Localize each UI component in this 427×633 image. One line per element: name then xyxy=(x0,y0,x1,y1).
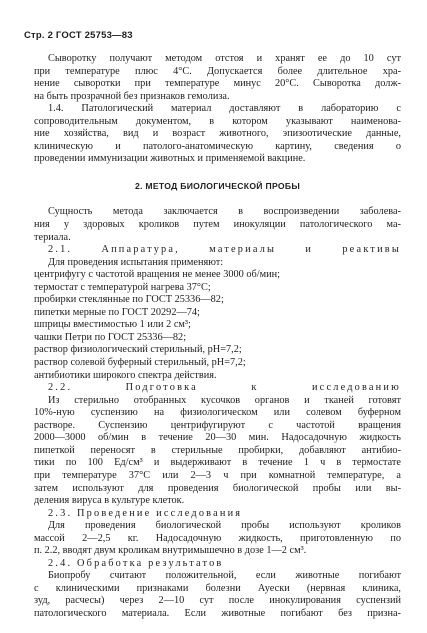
text-line: Биопробу считают положительной, если животные погибают xyxy=(48,570,401,582)
text-line: Для проведения испытания применяют: xyxy=(48,256,224,268)
text-line: зуд, расчесы) через 2—10 сут после инокулирования суспензий xyxy=(34,595,401,607)
text-line: затем используют для проведения биологической пробы или вы- xyxy=(34,482,401,494)
section-title: 2. МЕТОД БИОЛОГИЧЕСКОЙ ПРОБЫ xyxy=(134,180,301,191)
text-line: на быть прозрачной без признаков гемолиза. xyxy=(34,90,230,102)
text-line: при температуре плюс 4°С. Допускается более длительное хра- xyxy=(34,65,401,77)
equipment-list xyxy=(34,269,401,382)
subsection-2-2-title xyxy=(34,382,401,395)
text-line: ние хозяйства, вид и возраст животного, эпизоотические данные, xyxy=(34,128,401,140)
text-line: Из стерильно отобранных кусочков органов и тканей готовят xyxy=(48,394,401,406)
text-line: с клиническими признаками болезни Ауески (нервная клиника, xyxy=(34,582,401,594)
text-line: 10%-ную суспензию на физиологическом или солевом буферном xyxy=(34,407,401,419)
text-line: Сыворотку получают методом отстоя и хранят ее до 10 сут xyxy=(48,53,401,64)
text-line: Для проведения биологической пробы используют кроликов xyxy=(48,520,401,532)
text-line: нение сыворотки при температуре минус 20°С. Сыворотка долж- xyxy=(34,78,401,90)
paragraph-1-4 xyxy=(34,103,401,166)
page-header: Стр. 2 ГОСТ 25753—83 xyxy=(24,30,133,41)
text-line: Сущность метода заключается в воспроизведении заболева- xyxy=(48,206,401,218)
text-line: п. 2.2, вводят двум кроликам внутримышечно в дозе 1—2 см³. xyxy=(34,545,307,557)
subsection-2-1-lead xyxy=(34,257,401,270)
list-item: пипетки мерные по ГОСТ 20292—74; xyxy=(34,306,200,318)
list-item: чашки Петри по ГОСТ 25336—82; xyxy=(34,331,187,343)
subsection-heading: 2.4. Обработка результатов xyxy=(48,557,224,569)
list-item: шприцы вместимостью 1 или 2 см³; xyxy=(34,319,191,331)
subsection-2-4-title xyxy=(34,558,401,571)
text-line: 2000—3000 об/мин в течение 20—30 мин. Надосадочную жидкость xyxy=(34,432,401,444)
subsection-heading: 2.1. Аппаратура, материалы и реактивы xyxy=(48,244,401,256)
text-line: массой 2—2,5 кг. Надосадочную жидкость, приготовленную по xyxy=(34,532,401,544)
text-line: сопроводительным документом, в котором указывают наименова- xyxy=(34,115,401,127)
text-line: при температуре 37°С или 2—3 ч при комнатной температуре, а xyxy=(34,469,401,481)
list-item: раствор физиологический стерильный, pH=7,2; xyxy=(34,344,242,356)
paragraph-2-2 xyxy=(34,395,401,508)
text-line: деления вируса в культуре клеток. xyxy=(34,495,185,507)
text-line: териала. xyxy=(34,231,71,243)
list-item: антибиотики широкого спектра действия. xyxy=(34,369,217,381)
text-line: проведении иммунизации животных и применяемой вакцине. xyxy=(34,153,306,165)
subsection-heading: 2.3. Проведение исследования xyxy=(48,507,243,519)
text-line: патологического материала. Если животные погибают без призна- xyxy=(34,607,401,619)
text-line: клиническую и патолого-анатомическую картину, сведения о xyxy=(34,140,401,152)
paragraph-method-essence xyxy=(34,206,401,244)
list-item: раствор солевой буферный стерильный, pH=7,2; xyxy=(34,357,246,369)
page-content xyxy=(34,53,401,621)
subsection-2-3-title xyxy=(34,508,401,521)
text-line: пипеткой переносят в стерильные пробирки, добавляют антибио- xyxy=(34,444,401,456)
list-item: термостат с температурой нагрева 37°С; xyxy=(34,281,211,293)
paragraph-2-3 xyxy=(34,520,401,558)
text-line: 1.4. Патологический материал доставляют в лабораторию с xyxy=(48,103,401,115)
text-line: ния у здоровых кроликов путем инокуляции патологического ма- xyxy=(34,219,401,231)
paragraph-2-4 xyxy=(34,570,401,620)
list-item: пробирки стеклянные по ГОСТ 25336—82; xyxy=(34,294,224,306)
subsection-heading: 2.2. Подготовка к исследованию xyxy=(48,382,401,394)
list-item: центрифугу с частотой вращения не менее 3000 об/мин; xyxy=(34,269,281,281)
paragraph-serum xyxy=(34,53,401,103)
text-line: тики по 100 Ед/см³ и выдерживают в течение 1 ч в термостате xyxy=(34,457,401,469)
subsection-2-1-title xyxy=(34,244,401,257)
text-line: растворе. Суспензию центрифугируют с частотой вращения xyxy=(34,419,401,431)
